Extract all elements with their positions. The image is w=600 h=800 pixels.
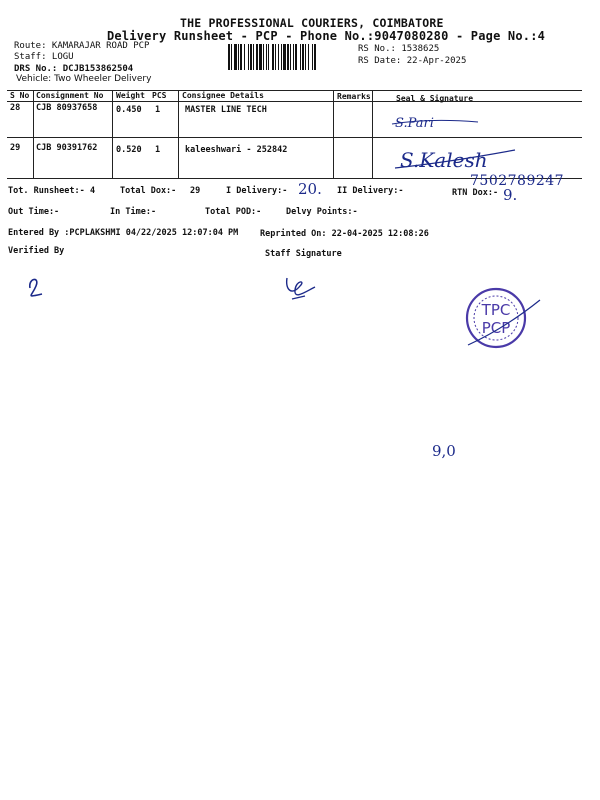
ii-delivery-label: II Delivery:- — [337, 186, 404, 196]
signature-flourish — [392, 120, 478, 124]
staff-label: Staff: LOGU — [14, 52, 74, 62]
row-consignment: CJB 80937658 — [36, 103, 98, 113]
i-delivery-label: I Delivery:- — [226, 186, 288, 196]
handwritten-note: 9,0 — [432, 442, 456, 460]
entered-by: Entered By :PCPLAKSHMI 04/22/2025 12:07:04 PM — [8, 228, 239, 238]
delvy-points-label: Delvy Points:- — [286, 207, 358, 217]
rtn-dox-value: 9. — [503, 186, 518, 204]
row-weight: 0.450 — [116, 105, 142, 115]
rs-number: RS No.: 1538625 — [358, 44, 440, 54]
staff-signature-label: Staff Signature — [265, 249, 342, 259]
company-name: THE PROFESSIONAL COURIERS, COIMBATORE — [180, 16, 444, 30]
row-signature: S.Pari — [395, 116, 434, 131]
in-time-label: In Time:- — [110, 207, 157, 217]
header-consignment: Consignment No — [36, 91, 104, 100]
header-consignee: Consignee Details — [182, 91, 264, 100]
tot-runsheet-label: Tot. Runsheet:- — [8, 186, 85, 196]
header-weight: Weight — [116, 91, 145, 100]
signature-flourish — [395, 150, 515, 168]
route-label: Route: KAMARAJAR ROAD PCP — [14, 41, 150, 51]
reprinted-on: Reprinted On: 22-04-2025 12:08:26 — [260, 229, 429, 239]
row-pcs: 1 — [155, 145, 161, 155]
row-sno: 28 — [10, 103, 21, 113]
verified-by-label: Verified By — [8, 246, 65, 256]
row-pcs: 1 — [155, 105, 161, 115]
tot-runsheet-value: 4 — [90, 186, 96, 196]
header-remarks: Remarks — [337, 92, 371, 101]
staff-signature-mark — [287, 278, 315, 299]
drs-number: DRS No.: DCJB153862504 — [14, 64, 134, 74]
vehicle-label: Vehicle: Two Wheeler Delivery — [16, 74, 152, 84]
row-sno: 29 — [10, 143, 21, 153]
stamp-seal — [467, 289, 540, 347]
header-sno: S No — [10, 91, 30, 100]
verified-signature — [30, 279, 42, 296]
header-pcs: PCS — [152, 91, 167, 100]
row-signature: S.Kalesh — [400, 148, 488, 172]
row-consignee: kaleeshwari - 252842 — [185, 145, 288, 155]
row-consignment: CJB 90391762 — [36, 143, 98, 153]
out-time-label: Out Time:- — [8, 207, 60, 217]
runsheet-title: Delivery Runsheet - PCP - Phone No.:9047080280 - Page No.:4 — [107, 29, 546, 43]
total-pod-label: Total POD:- — [205, 207, 262, 217]
i-delivery-value: 20. — [298, 180, 322, 198]
row-weight: 0.520 — [116, 145, 142, 155]
row-phone: 7502789247 — [470, 173, 565, 189]
total-dox-label: Total Dox:- — [120, 186, 177, 196]
row-consignee: MASTER LINE TECH — [185, 105, 267, 115]
stamp-line1: TPC — [481, 301, 511, 319]
stamp-line2: PCP — [481, 319, 511, 337]
header-seal-signature: Seal & Signature — [396, 94, 474, 103]
total-dox-value: 29 — [190, 186, 201, 196]
rtn-dox-label: RTN Dox:- — [452, 188, 499, 198]
rs-date: RS Date: 22-Apr-2025 — [358, 56, 467, 66]
